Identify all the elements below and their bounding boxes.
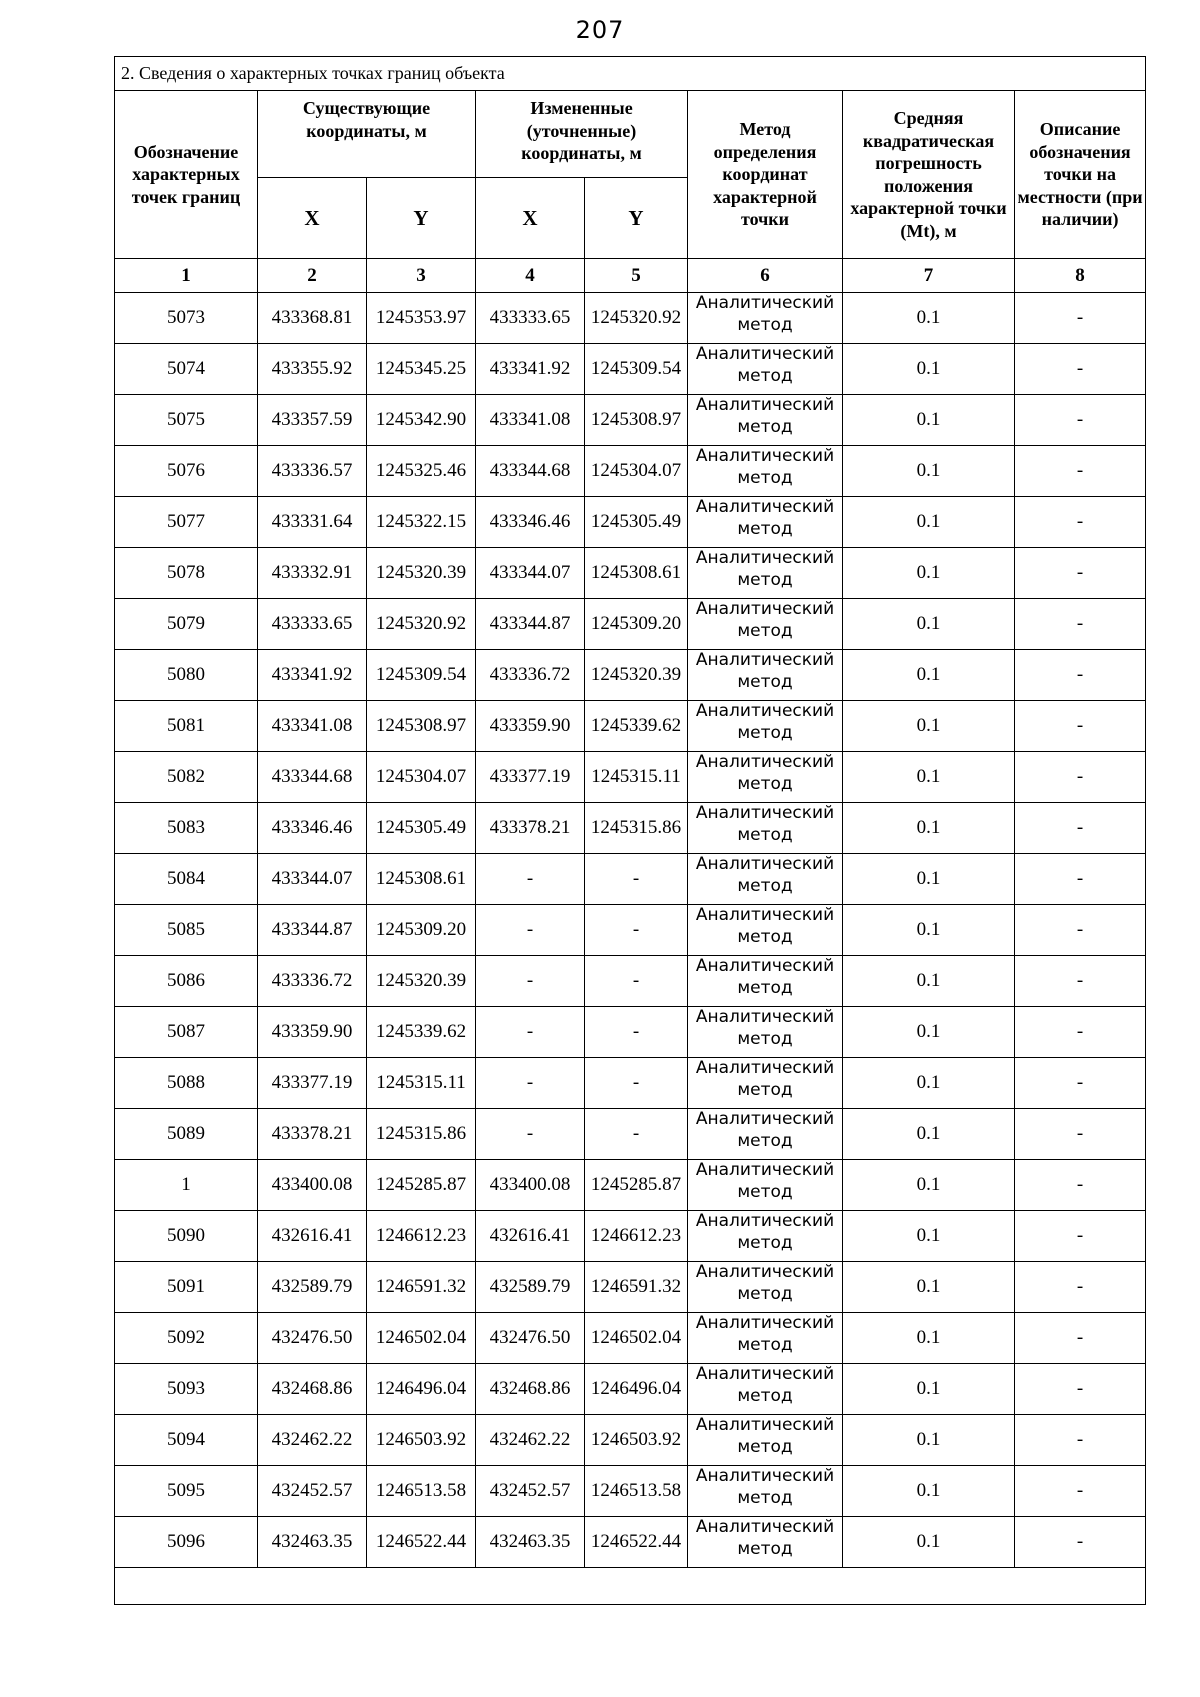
table-row (115, 1313, 1146, 1364)
error-cell: 0.1 (843, 1058, 1015, 1109)
table-row (115, 854, 1146, 905)
description-cell: - (1015, 752, 1146, 803)
header-designation: Обозначение характерных точек границ (115, 91, 258, 259)
existing-x-cell: 433341.08 (258, 701, 367, 752)
method-line-1: Аналитический (695, 1364, 835, 1384)
error-cell: 0.1 (843, 956, 1015, 1007)
error-cell: 0.1 (843, 446, 1015, 497)
existing-y-cell: 1246522.44 (367, 1517, 476, 1568)
changed-x-cell: 432468.86 (476, 1364, 585, 1415)
method-line-1: Аналитический (695, 1262, 835, 1282)
changed-y-cell: 1246503.92 (585, 1415, 688, 1466)
column-number-row (115, 259, 1146, 293)
existing-y-cell: 1246503.92 (367, 1415, 476, 1466)
table-row (115, 1262, 1146, 1313)
point-id-cell: 5092 (115, 1313, 258, 1364)
method-line-1: Аналитический (695, 1109, 835, 1129)
existing-y-cell: 1245315.11 (367, 1058, 476, 1109)
method-cell (688, 395, 843, 446)
changed-x-cell: 433378.21 (476, 803, 585, 854)
point-id-cell: 5075 (115, 395, 258, 446)
method-cell (688, 650, 843, 701)
method-line-1: Аналитический (695, 395, 835, 415)
method-line-2: метод (737, 416, 793, 437)
header-method: Метод определения координат характерной точки (688, 91, 843, 259)
existing-x-cell: 432462.22 (258, 1415, 367, 1466)
table-row (115, 1364, 1146, 1415)
method-cell (688, 599, 843, 650)
error-cell: 0.1 (843, 1007, 1015, 1058)
point-id-cell: 5078 (115, 548, 258, 599)
point-id-cell: 5087 (115, 1007, 258, 1058)
point-id-cell: 5076 (115, 446, 258, 497)
existing-x-cell: 433400.08 (258, 1160, 367, 1211)
existing-x-cell: 433331.64 (258, 497, 367, 548)
changed-y-cell: 1245320.92 (585, 293, 688, 344)
existing-y-cell: 1245320.39 (367, 956, 476, 1007)
existing-y-cell: 1246612.23 (367, 1211, 476, 1262)
method-cell (688, 1160, 843, 1211)
method-line-1: Аналитический (695, 1313, 835, 1333)
method-cell (688, 1007, 843, 1058)
table-row (115, 1058, 1146, 1109)
method-cell (688, 548, 843, 599)
existing-x-cell: 433336.72 (258, 956, 367, 1007)
method-line-1: Аналитический (695, 905, 835, 925)
method-line-2: метод (737, 1283, 793, 1304)
table-row (115, 548, 1146, 599)
changed-y-cell: 1245315.86 (585, 803, 688, 854)
existing-y-cell: 1245339.62 (367, 1007, 476, 1058)
changed-x-cell: - (476, 956, 585, 1007)
point-id-cell: 5079 (115, 599, 258, 650)
changed-y-cell: 1245309.54 (585, 344, 688, 395)
table-row (115, 1007, 1146, 1058)
error-cell: 0.1 (843, 497, 1015, 548)
existing-x-cell: 433344.68 (258, 752, 367, 803)
changed-x-cell: - (476, 854, 585, 905)
existing-x-cell: 432463.35 (258, 1517, 367, 1568)
column-number: 4 (476, 259, 585, 293)
header-existing-y: Y (367, 178, 476, 259)
method-cell (688, 446, 843, 497)
existing-y-cell: 1245345.25 (367, 344, 476, 395)
existing-x-cell: 432616.41 (258, 1211, 367, 1262)
point-id-cell: 5095 (115, 1466, 258, 1517)
method-line-2: метод (737, 875, 793, 896)
description-cell: - (1015, 599, 1146, 650)
description-cell: - (1015, 497, 1146, 548)
header-existing-coords: Существующие координаты, м (258, 91, 476, 178)
table-row (115, 293, 1146, 344)
changed-y-cell: 1245315.11 (585, 752, 688, 803)
method-cell (688, 752, 843, 803)
changed-x-cell: 433341.08 (476, 395, 585, 446)
method-line-1: Аналитический (695, 650, 835, 670)
table-row (115, 1517, 1146, 1568)
changed-x-cell: 432462.22 (476, 1415, 585, 1466)
changed-x-cell: 432616.41 (476, 1211, 585, 1262)
existing-y-cell: 1245309.54 (367, 650, 476, 701)
changed-y-cell: 1246522.44 (585, 1517, 688, 1568)
header-changed-x: X (476, 178, 585, 259)
changed-x-cell: - (476, 1109, 585, 1160)
existing-x-cell: 433355.92 (258, 344, 367, 395)
error-cell: 0.1 (843, 1313, 1015, 1364)
error-cell: 0.1 (843, 1262, 1015, 1313)
error-cell: 0.1 (843, 599, 1015, 650)
method-line-2: метод (737, 1130, 793, 1151)
method-cell (688, 1364, 843, 1415)
column-number: 3 (367, 259, 476, 293)
method-line-1: Аналитический (695, 446, 835, 466)
point-id-cell: 5080 (115, 650, 258, 701)
table-row (115, 1466, 1146, 1517)
header-description: Описание обозначения точки на местности (при наличии) (1015, 91, 1146, 259)
table-row (115, 344, 1146, 395)
existing-y-cell: 1246591.32 (367, 1262, 476, 1313)
error-cell: 0.1 (843, 905, 1015, 956)
point-id-cell: 5089 (115, 1109, 258, 1160)
description-cell: - (1015, 446, 1146, 497)
table-row (115, 956, 1146, 1007)
table-row (115, 803, 1146, 854)
table-row (115, 1415, 1146, 1466)
existing-y-cell: 1246496.04 (367, 1364, 476, 1415)
changed-x-cell: 433344.87 (476, 599, 585, 650)
existing-y-cell: 1245308.97 (367, 701, 476, 752)
point-id-cell: 5074 (115, 344, 258, 395)
point-id-cell: 5090 (115, 1211, 258, 1262)
description-cell: - (1015, 650, 1146, 701)
existing-x-cell: 433377.19 (258, 1058, 367, 1109)
method-line-2: метод (737, 926, 793, 947)
method-line-1: Аналитический (695, 497, 835, 517)
changed-y-cell: - (585, 1058, 688, 1109)
table-row (115, 752, 1146, 803)
changed-y-cell: 1246496.04 (585, 1364, 688, 1415)
method-line-1: Аналитический (695, 1517, 835, 1537)
method-line-2: метод (737, 1181, 793, 1202)
method-line-2: метод (737, 671, 793, 692)
existing-x-cell: 433346.46 (258, 803, 367, 854)
method-line-1: Аналитический (695, 701, 835, 721)
table-row (115, 446, 1146, 497)
description-cell: - (1015, 1007, 1146, 1058)
changed-y-cell: - (585, 1109, 688, 1160)
existing-x-cell: 433333.65 (258, 599, 367, 650)
changed-y-cell: 1246502.04 (585, 1313, 688, 1364)
existing-x-cell: 433344.07 (258, 854, 367, 905)
method-cell (688, 1262, 843, 1313)
existing-x-cell: 433341.92 (258, 650, 367, 701)
error-cell: 0.1 (843, 752, 1015, 803)
column-number: 7 (843, 259, 1015, 293)
table-row (115, 905, 1146, 956)
method-cell (688, 1211, 843, 1262)
header-error: Средняя квадратическая погрешность положения характерной точки (Mt), м (843, 91, 1015, 259)
changed-x-cell: 433346.46 (476, 497, 585, 548)
existing-x-cell: 433336.57 (258, 446, 367, 497)
method-line-2: метод (737, 620, 793, 641)
empty-footer-cell (115, 1568, 1146, 1605)
method-line-1: Аналитический (695, 956, 835, 976)
existing-y-cell: 1245305.49 (367, 803, 476, 854)
column-number: 2 (258, 259, 367, 293)
changed-x-cell: 433344.68 (476, 446, 585, 497)
changed-x-cell: - (476, 1007, 585, 1058)
method-line-1: Аналитический (695, 344, 835, 364)
method-line-1: Аналитический (695, 752, 835, 772)
description-cell: - (1015, 1466, 1146, 1517)
description-cell: - (1015, 344, 1146, 395)
changed-x-cell: 432463.35 (476, 1517, 585, 1568)
method-line-2: метод (737, 773, 793, 794)
point-id-cell: 5083 (115, 803, 258, 854)
point-id-cell: 5096 (115, 1517, 258, 1568)
changed-y-cell: 1245304.07 (585, 446, 688, 497)
method-line-1: Аналитический (695, 1466, 835, 1486)
method-line-2: метод (737, 1538, 793, 1559)
method-cell (688, 905, 843, 956)
changed-x-cell: 433341.92 (476, 344, 585, 395)
point-id-cell: 5084 (115, 854, 258, 905)
method-line-1: Аналитический (695, 1160, 835, 1180)
error-cell: 0.1 (843, 650, 1015, 701)
changed-x-cell: 433400.08 (476, 1160, 585, 1211)
error-cell: 0.1 (843, 701, 1015, 752)
error-cell: 0.1 (843, 395, 1015, 446)
method-line-2: метод (737, 365, 793, 386)
method-cell (688, 701, 843, 752)
existing-x-cell: 433332.91 (258, 548, 367, 599)
description-cell: - (1015, 701, 1146, 752)
method-cell (688, 1313, 843, 1364)
table-row (115, 650, 1146, 701)
changed-x-cell: 432476.50 (476, 1313, 585, 1364)
existing-x-cell: 433344.87 (258, 905, 367, 956)
description-cell: - (1015, 956, 1146, 1007)
existing-y-cell: 1245315.86 (367, 1109, 476, 1160)
table-row (115, 701, 1146, 752)
column-number: 8 (1015, 259, 1146, 293)
description-cell: - (1015, 1313, 1146, 1364)
method-line-2: метод (737, 1487, 793, 1508)
error-cell: 0.1 (843, 1415, 1015, 1466)
error-cell: 0.1 (843, 1466, 1015, 1517)
section-title: 2. Сведения о характерных точках границ объекта (115, 57, 1146, 91)
existing-y-cell: 1245309.20 (367, 905, 476, 956)
column-number: 1 (115, 259, 258, 293)
method-line-1: Аналитический (695, 599, 835, 619)
existing-x-cell: 432452.57 (258, 1466, 367, 1517)
description-cell: - (1015, 1109, 1146, 1160)
page-number: 207 (575, 16, 625, 44)
point-id-cell: 5088 (115, 1058, 258, 1109)
existing-y-cell: 1246513.58 (367, 1466, 476, 1517)
error-cell: 0.1 (843, 1109, 1015, 1160)
changed-y-cell: 1245305.49 (585, 497, 688, 548)
method-cell (688, 1109, 843, 1160)
changed-y-cell: - (585, 905, 688, 956)
changed-x-cell: 433333.65 (476, 293, 585, 344)
description-cell: - (1015, 1211, 1146, 1262)
table-row (115, 1109, 1146, 1160)
method-line-1: Аналитический (695, 548, 835, 568)
table-row (115, 395, 1146, 446)
column-number: 6 (688, 259, 843, 293)
table-row (115, 497, 1146, 548)
method-line-2: метод (737, 314, 793, 335)
point-id-cell: 1 (115, 1160, 258, 1211)
point-id-cell: 5094 (115, 1415, 258, 1466)
method-cell (688, 854, 843, 905)
description-cell: - (1015, 1058, 1146, 1109)
point-id-cell: 5093 (115, 1364, 258, 1415)
changed-x-cell: 433377.19 (476, 752, 585, 803)
existing-x-cell: 433357.59 (258, 395, 367, 446)
description-cell: - (1015, 905, 1146, 956)
method-line-1: Аналитический (695, 854, 835, 874)
point-id-cell: 5091 (115, 1262, 258, 1313)
description-cell: - (1015, 395, 1146, 446)
description-cell: - (1015, 548, 1146, 599)
existing-y-cell: 1245353.97 (367, 293, 476, 344)
existing-y-cell: 1245320.39 (367, 548, 476, 599)
changed-y-cell: 1245339.62 (585, 701, 688, 752)
changed-y-cell: 1246612.23 (585, 1211, 688, 1262)
existing-y-cell: 1245325.46 (367, 446, 476, 497)
method-line-1: Аналитический (695, 1211, 835, 1231)
changed-y-cell: 1245309.20 (585, 599, 688, 650)
column-number: 5 (585, 259, 688, 293)
method-cell (688, 497, 843, 548)
point-id-cell: 5073 (115, 293, 258, 344)
existing-y-cell: 1246502.04 (367, 1313, 476, 1364)
description-cell: - (1015, 1160, 1146, 1211)
error-cell: 0.1 (843, 1211, 1015, 1262)
description-cell: - (1015, 1262, 1146, 1313)
existing-x-cell: 432468.86 (258, 1364, 367, 1415)
existing-y-cell: 1245320.92 (367, 599, 476, 650)
method-line-2: метод (737, 824, 793, 845)
point-id-cell: 5085 (115, 905, 258, 956)
empty-footer-row (115, 1568, 1146, 1605)
error-cell: 0.1 (843, 1517, 1015, 1568)
changed-y-cell: 1245320.39 (585, 650, 688, 701)
method-line-1: Аналитический (695, 1007, 835, 1027)
method-cell (688, 1415, 843, 1466)
existing-x-cell: 432589.79 (258, 1262, 367, 1313)
point-id-cell: 5086 (115, 956, 258, 1007)
method-line-2: метод (737, 569, 793, 590)
changed-y-cell: - (585, 1007, 688, 1058)
method-line-2: метод (737, 1385, 793, 1406)
existing-y-cell: 1245342.90 (367, 395, 476, 446)
description-cell: - (1015, 803, 1146, 854)
error-cell: 0.1 (843, 293, 1015, 344)
existing-x-cell: 432476.50 (258, 1313, 367, 1364)
method-cell (688, 803, 843, 854)
changed-x-cell: - (476, 1058, 585, 1109)
method-line-2: метод (737, 1079, 793, 1100)
method-line-2: метод (737, 518, 793, 539)
point-id-cell: 5077 (115, 497, 258, 548)
table-row (115, 1160, 1146, 1211)
description-cell: - (1015, 293, 1146, 344)
changed-x-cell: 432452.57 (476, 1466, 585, 1517)
changed-y-cell: - (585, 854, 688, 905)
changed-x-cell: 433336.72 (476, 650, 585, 701)
header-changed-y: Y (585, 178, 688, 259)
header-existing-x: X (258, 178, 367, 259)
method-cell (688, 344, 843, 395)
existing-x-cell: 433359.90 (258, 1007, 367, 1058)
method-line-2: метод (737, 1436, 793, 1457)
method-cell (688, 956, 843, 1007)
point-id-cell: 5081 (115, 701, 258, 752)
method-cell (688, 1466, 843, 1517)
method-line-1: Аналитический (695, 1058, 835, 1078)
error-cell: 0.1 (843, 803, 1015, 854)
error-cell: 0.1 (843, 854, 1015, 905)
method-line-2: метод (737, 1232, 793, 1253)
changed-y-cell: 1246513.58 (585, 1466, 688, 1517)
changed-y-cell: 1245285.87 (585, 1160, 688, 1211)
existing-x-cell: 433368.81 (258, 293, 367, 344)
changed-y-cell: 1245308.97 (585, 395, 688, 446)
boundary-points-table (114, 56, 1146, 1605)
error-cell: 0.1 (843, 1364, 1015, 1415)
method-line-1: Аналитический (695, 293, 835, 313)
point-id-cell: 5082 (115, 752, 258, 803)
changed-x-cell: 433344.07 (476, 548, 585, 599)
description-cell: - (1015, 1517, 1146, 1568)
method-line-2: метод (737, 467, 793, 488)
changed-y-cell: 1245308.61 (585, 548, 688, 599)
method-line-2: метод (737, 722, 793, 743)
existing-y-cell: 1245304.07 (367, 752, 476, 803)
changed-y-cell: 1246591.32 (585, 1262, 688, 1313)
existing-x-cell: 433378.21 (258, 1109, 367, 1160)
existing-y-cell: 1245285.87 (367, 1160, 476, 1211)
error-cell: 0.1 (843, 548, 1015, 599)
method-cell (688, 1058, 843, 1109)
method-cell (688, 1517, 843, 1568)
changed-y-cell: - (585, 956, 688, 1007)
changed-x-cell: 433359.90 (476, 701, 585, 752)
error-cell: 0.1 (843, 344, 1015, 395)
existing-y-cell: 1245322.15 (367, 497, 476, 548)
header-changed-coords: Измененные (уточненные) координаты, м (476, 91, 688, 178)
method-line-2: метод (737, 1334, 793, 1355)
changed-x-cell: 432589.79 (476, 1262, 585, 1313)
method-line-2: метод (737, 977, 793, 998)
description-cell: - (1015, 854, 1146, 905)
method-line-1: Аналитический (695, 803, 835, 823)
description-cell: - (1015, 1415, 1146, 1466)
table-row (115, 599, 1146, 650)
changed-x-cell: - (476, 905, 585, 956)
table-row (115, 1211, 1146, 1262)
method-cell (688, 293, 843, 344)
existing-y-cell: 1245308.61 (367, 854, 476, 905)
method-line-1: Аналитический (695, 1415, 835, 1435)
description-cell: - (1015, 1364, 1146, 1415)
method-line-2: метод (737, 1028, 793, 1049)
error-cell: 0.1 (843, 1160, 1015, 1211)
